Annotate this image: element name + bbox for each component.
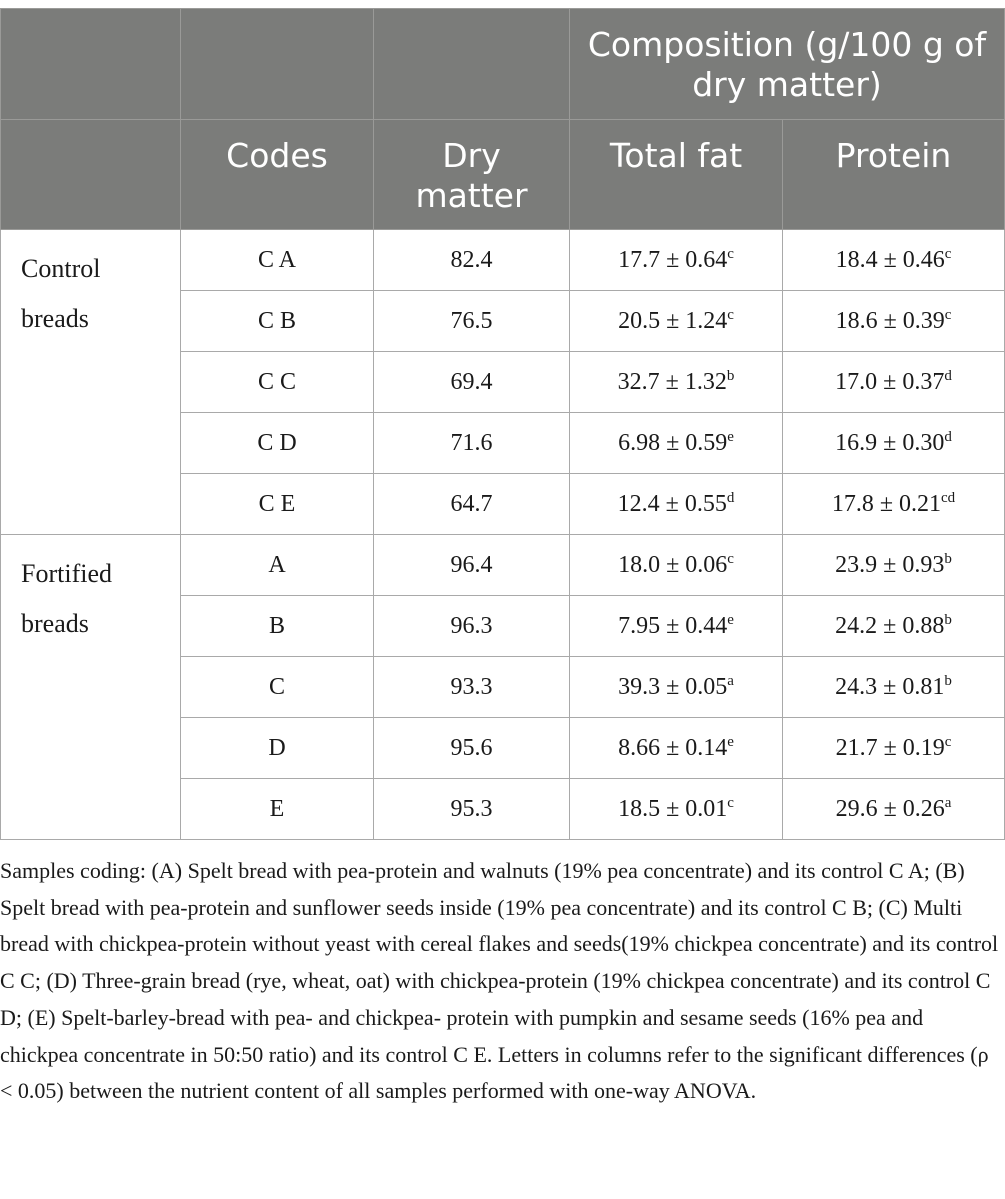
code-cell: A: [181, 535, 374, 596]
protein-cell: [783, 657, 1005, 718]
table-row: [1, 535, 1005, 596]
total-fat-cell: [570, 413, 783, 474]
protein-cell-value: 24.2 ± 0.88: [835, 612, 945, 639]
protein-cell-value: 24.3 ± 0.81: [835, 673, 945, 700]
group-label: Fortified breads: [1, 535, 181, 840]
dry-matter-cell: 76.5: [374, 291, 570, 352]
total-fat-cell-value: 12.4 ± 0.55: [617, 490, 727, 517]
protein-cell-significance-letter: cd: [941, 489, 956, 506]
total-fat-cell-significance-letter: c: [727, 550, 734, 567]
total-fat-cell-value: 17.7 ± 0.64: [618, 246, 728, 273]
header-dry-matter: Dry matter: [374, 120, 570, 230]
dry-matter-cell: 96.3: [374, 596, 570, 657]
total-fat-cell-value: 20.5 ± 1.24: [618, 307, 728, 334]
total-fat-cell: [570, 657, 783, 718]
total-fat-cell: [570, 291, 783, 352]
total-fat-cell: [570, 230, 783, 291]
header-empty-cell: [1, 120, 181, 230]
header-empty-cell: [374, 9, 570, 120]
protein-cell: [783, 535, 1005, 596]
dry-matter-cell: 71.6: [374, 413, 570, 474]
code-cell: C D: [181, 413, 374, 474]
total-fat-cell-significance-letter: c: [727, 794, 734, 811]
protein-cell: [783, 596, 1005, 657]
protein-cell-value: 18.4 ± 0.46: [835, 246, 945, 273]
total-fat-cell-value: 6.98 ± 0.59: [618, 429, 728, 456]
header-row-top: [1, 9, 1005, 120]
total-fat-cell-significance-letter: c: [727, 306, 734, 323]
total-fat-cell-significance-letter: b: [726, 367, 735, 384]
header-codes: Codes: [181, 120, 374, 230]
header-row-columns: [1, 120, 1005, 230]
protein-cell: [783, 718, 1005, 779]
code-cell: B: [181, 596, 374, 657]
dry-matter-cell: 95.6: [374, 718, 570, 779]
code-cell: C: [181, 657, 374, 718]
protein-cell: [783, 779, 1005, 840]
protein-cell-significance-letter: b: [944, 611, 952, 628]
total-fat-cell: [570, 474, 783, 535]
code-cell: C E: [181, 474, 374, 535]
group-label: Control breads: [1, 230, 181, 535]
protein-cell-value: 18.6 ± 0.39: [835, 307, 945, 334]
protein-cell-value: 23.9 ± 0.93: [835, 551, 945, 578]
protein-cell-significance-letter: b: [944, 672, 952, 689]
total-fat-cell: [570, 596, 783, 657]
protein-cell: [783, 230, 1005, 291]
protein-cell-value: 16.9 ± 0.30: [835, 429, 945, 456]
protein-cell-significance-letter: d: [944, 428, 952, 445]
header-empty-cell: [1, 9, 181, 120]
protein-cell-value: 17.8 ± 0.21: [831, 490, 941, 517]
protein-cell: [783, 413, 1005, 474]
code-cell: D: [181, 718, 374, 779]
total-fat-cell-significance-letter: a: [727, 672, 734, 689]
protein-cell-value: 17.0 ± 0.37: [835, 368, 945, 395]
dry-matter-cell: 64.7: [374, 474, 570, 535]
code-cell: C B: [181, 291, 374, 352]
protein-cell-significance-letter: c: [944, 306, 952, 323]
table-body: [1, 230, 1005, 840]
table-footnote: Samples coding: (A) Spelt bread with pea-protein and walnuts (19% pea concentrate) and its control C A; (B) Spelt bread with pea-protein and sunflower seeds inside (19% pea concentrate) and its control C B; (C) Multi bread with chickpea-protein without yeast with cereal flakes and seeds(19% chickpea concentrate) and its control C C; (D) Three-grain bread (rye, wheat, oat) with chickpea-protein (19% chickpea concentrate) and its control C D; (E) Spelt-barley-bread with pea- and chickpea- protein with pumpkin and sesame seeds (16% pea and chickpea concentrate in 50:50 ratio) and its control C E. Letters in columns refer to the significant differences (ρ < 0.05) between the nutrient content of all samples performed with one-way ANOVA.: [0, 858, 999, 1104]
total-fat-cell-value: 39.3 ± 0.05: [618, 673, 728, 700]
total-fat-cell-significance-letter: e: [727, 733, 734, 750]
header-empty-cell: [181, 9, 374, 120]
protein-cell-significance-letter: a: [944, 794, 952, 811]
protein-cell: [783, 291, 1005, 352]
header-total-fat: Total fat: [570, 120, 783, 230]
code-cell: E: [181, 779, 374, 840]
protein-cell-significance-letter: b: [944, 550, 952, 567]
header-protein: Protein: [783, 120, 1005, 230]
total-fat-cell-value: 18.5 ± 0.01: [618, 795, 728, 822]
dry-matter-cell: 82.4: [374, 230, 570, 291]
total-fat-cell-significance-letter: e: [727, 428, 734, 445]
total-fat-cell: [570, 352, 783, 413]
dry-matter-cell: 69.4: [374, 352, 570, 413]
protein-cell-value: 21.7 ± 0.19: [835, 734, 945, 761]
total-fat-cell-value: 7.95 ± 0.44: [618, 612, 728, 639]
header-composition: Composition (g/100 g of dry matter): [570, 9, 1005, 120]
protein-cell: [783, 352, 1005, 413]
total-fat-cell: [570, 779, 783, 840]
total-fat-cell: [570, 535, 783, 596]
total-fat-cell-significance-letter: d: [726, 489, 735, 506]
protein-cell-significance-letter: c: [944, 245, 952, 262]
total-fat-cell-significance-letter: e: [727, 611, 734, 628]
composition-table: [0, 8, 1005, 840]
code-cell: C A: [181, 230, 374, 291]
total-fat-cell-significance-letter: c: [727, 245, 734, 262]
protein-cell: [783, 474, 1005, 535]
code-cell: C C: [181, 352, 374, 413]
total-fat-cell-value: 8.66 ± 0.14: [618, 734, 728, 761]
dry-matter-cell: 96.4: [374, 535, 570, 596]
total-fat-cell-value: 18.0 ± 0.06: [618, 551, 728, 578]
total-fat-cell-value: 32.7 ± 1.32: [617, 368, 727, 395]
protein-cell-significance-letter: c: [944, 733, 952, 750]
table-row: [1, 230, 1005, 291]
total-fat-cell: [570, 718, 783, 779]
dry-matter-cell: 93.3: [374, 657, 570, 718]
protein-cell-value: 29.6 ± 0.26: [835, 795, 945, 822]
dry-matter-cell: 95.3: [374, 779, 570, 840]
protein-cell-significance-letter: d: [944, 367, 952, 384]
